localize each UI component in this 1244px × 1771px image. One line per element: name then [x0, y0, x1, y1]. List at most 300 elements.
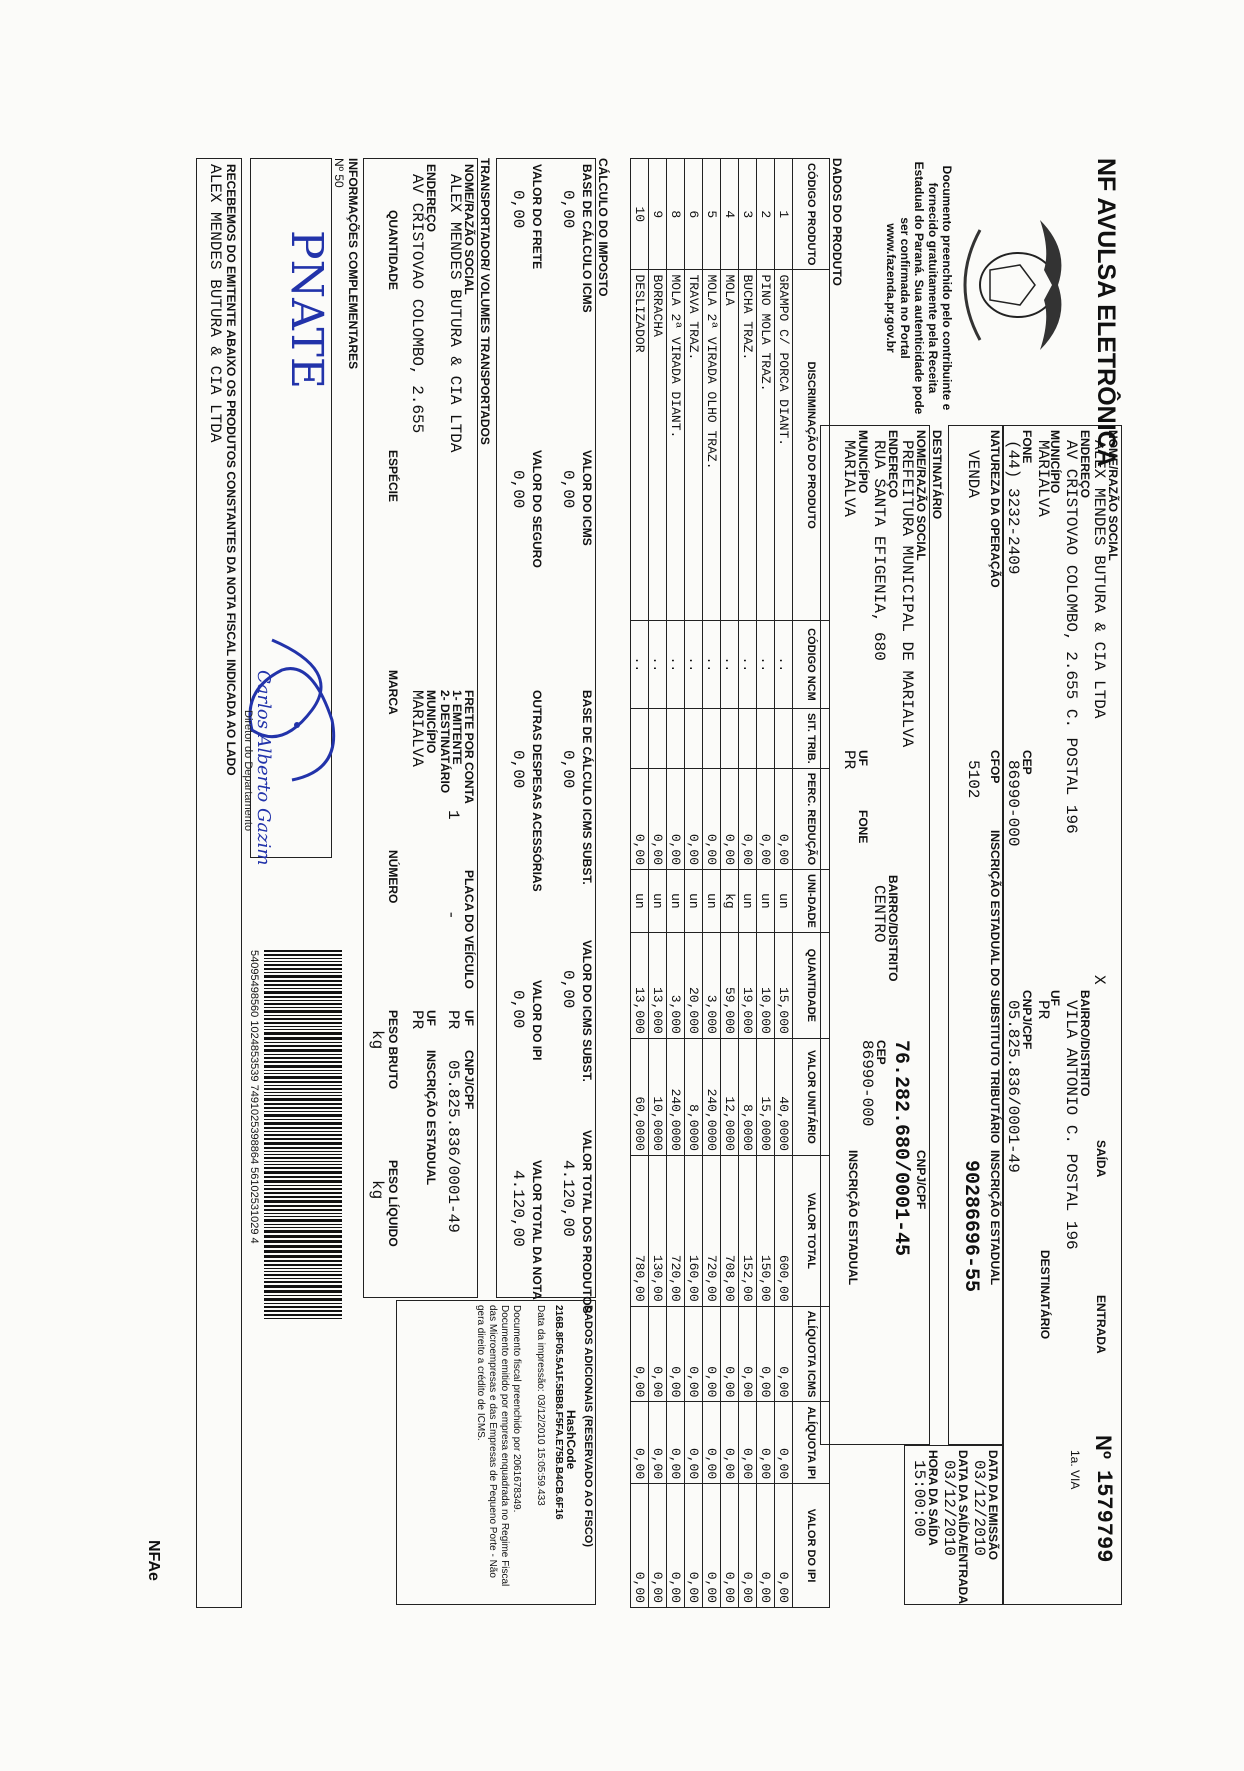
- transp-frete-opt2: 2- DESTINATÁRIO: [438, 690, 452, 794]
- table-cell: 0,00: [775, 1484, 793, 1608]
- barcode-bar: [264, 996, 342, 998]
- barcode-bar: [264, 1298, 342, 1301]
- emitente-fone-label: FONE: [1020, 430, 1034, 464]
- barcode-bar: [264, 1037, 342, 1040]
- col-valor-ipi: VALOR DO IPI: [793, 1484, 830, 1608]
- barcode-bar: [264, 1271, 342, 1272]
- table-cell: 0,00: [721, 768, 739, 869]
- transp-peso-liquido: kg: [368, 1180, 386, 1200]
- barcode-bar: [264, 1061, 342, 1063]
- table-cell: ..: [775, 620, 793, 708]
- barcode-bar: [264, 1057, 342, 1059]
- table-cell: [649, 709, 667, 769]
- saida-label: SAÍDA: [1094, 1140, 1108, 1178]
- outras-label: OUTRAS DESPESAS ACESSÓRIAS: [530, 690, 544, 892]
- emitente-municipio-label: MUNICÍPIO: [1048, 430, 1062, 494]
- transp-ie-label: INSCRIÇÃO ESTADUAL: [424, 1050, 438, 1186]
- table-cell: 0,00: [721, 1402, 739, 1484]
- barcode-bar: [264, 1255, 342, 1258]
- barcode-bar: [264, 1081, 342, 1083]
- table-cell: 600,00: [775, 1155, 793, 1306]
- barcode-bar: [264, 1290, 342, 1293]
- table-cell: 0,00: [667, 1484, 685, 1608]
- table-cell: 0,00: [721, 1306, 739, 1402]
- table-cell: 15,0000: [757, 1038, 775, 1155]
- barcode-bar: [264, 1171, 342, 1174]
- dest-endereco: RUA SANTA EFIGENIA, 680: [870, 440, 888, 661]
- barcode-bar: [264, 1185, 342, 1186]
- table-cell: 0,00: [739, 1402, 757, 1484]
- table-cell: ..: [685, 620, 703, 708]
- transp-placa-label: PLACA DO VEÍCULO: [462, 870, 476, 989]
- barcode-bar: [264, 1281, 342, 1283]
- dest-nome-label: NOME/RAZÃO SOCIAL: [914, 430, 928, 561]
- emitente-nome: ALEX MENDES BUTURA & CIA LTDA: [1090, 440, 1108, 719]
- produtos-table: [630, 158, 830, 1608]
- table-cell: TRAVA TRAZ.: [685, 270, 703, 620]
- base-icms-label: BASE DE CÁLCULO ICMS: [580, 164, 594, 313]
- table-cell: 0,00: [757, 768, 775, 869]
- table-cell: 8,0000: [739, 1038, 757, 1155]
- total-nota-label: VALOR TOTAL DA NOTA: [530, 1160, 544, 1300]
- barcode-bar: [264, 980, 342, 982]
- table-cell: ..: [703, 620, 721, 708]
- table-cell: 2: [757, 159, 775, 270]
- barcode-bar: [264, 1164, 342, 1165]
- barcode-bar: [264, 1240, 342, 1243]
- entrada-label: ENTRADA: [1094, 1295, 1108, 1354]
- table-row: [739, 159, 757, 1608]
- col-ncm: CÓDIGO NCM: [793, 620, 830, 708]
- table-cell: 0,00: [631, 1306, 649, 1402]
- barcode-bar: [264, 1015, 342, 1016]
- table-cell: 8: [667, 159, 685, 270]
- transp-peso-bruto-label: PESO BRUTO: [386, 1010, 400, 1090]
- dest-cnpj: 76.282.680/0001-45: [889, 1040, 912, 1257]
- barcode-bar: [264, 1192, 342, 1194]
- transp-cnpj: 05.825.836/0001-49: [444, 1060, 462, 1233]
- emitente-cnpj: 05.825.836/0001-49: [1004, 1000, 1022, 1173]
- barcode-bar: [264, 1264, 342, 1266]
- barcode-bar: [264, 968, 342, 970]
- table-cell: [775, 709, 793, 769]
- saida-entrada-label: DATA DA SAÍDA/ENTRADA: [956, 1450, 970, 1604]
- dest-endereco-label: ENDEREÇO: [886, 430, 900, 499]
- table-cell: 0,00: [685, 1484, 703, 1608]
- barcode-bar: [264, 1209, 342, 1211]
- table-cell: 0,00: [739, 768, 757, 869]
- transp-especie-label: ESPÉCIE: [386, 450, 400, 503]
- imposto-section: CÁLCULO DO IMPOSTO: [596, 158, 610, 297]
- barcode-bar: [264, 1138, 342, 1140]
- emitente-uf: PR: [1034, 1000, 1052, 1020]
- barcode-bar: [264, 1000, 342, 1001]
- dest-bairro-label: BAIRRO/DISTRITO: [886, 875, 900, 982]
- table-cell: 0,00: [757, 1306, 775, 1402]
- barcode-bar: [264, 1098, 342, 1101]
- table-cell: 0,00: [703, 1402, 721, 1484]
- emitente-endereco: AV CRISTOVAO COLOMBO, 2.655 C. POSTAL 196: [1062, 440, 1080, 834]
- portal-notice: Documento preenchido pelo contribuinte e fornecido gratuitamente pela Receita Estadual do Paraná. Sua autenticidade pode ser confirmada no Portal www.fazenda.pr.gov.br: [884, 161, 954, 415]
- barcode-bar: [264, 1285, 342, 1288]
- dest-fone-label: FONE: [856, 810, 870, 844]
- frete: 0,00: [509, 190, 527, 229]
- transp-cnpj-label: CNPJ/CPF: [462, 1050, 476, 1110]
- barcode-bar: [264, 1250, 342, 1253]
- frete-label: VALOR DO FRETE: [530, 164, 544, 270]
- compl-section: INFORMAÇÕES COMPLEMENTARES: [346, 158, 360, 370]
- ie-subst-label: INSCRIÇÃO ESTADUAL DO SUBSTITUTO TRIBUTÁRIO: [988, 830, 1002, 1144]
- emitente-cep-label: CEP: [1020, 750, 1034, 775]
- barcode-bar: [264, 1230, 342, 1233]
- table-cell: 720,00: [667, 1155, 685, 1306]
- valor-icms-label: VALOR DO ICMS: [580, 450, 594, 546]
- barcode-bar: [264, 988, 342, 989]
- regime-text: Documento emitido por empresa enquadrada no Regime Fiscal das Microempresas e das Empresas de Pequeno Porte - Não gera direito a crédito de ICMS.: [475, 1305, 510, 1587]
- table-row: [775, 159, 793, 1608]
- table-cell: 0,00: [685, 1306, 703, 1402]
- seguro: 0,00: [509, 470, 527, 509]
- ie-value: 90286696-55: [959, 1160, 982, 1293]
- barcode-bar: [264, 975, 342, 978]
- table-cell: 0,00: [649, 1306, 667, 1402]
- natureza: VENDA: [964, 450, 982, 499]
- table-cell: 0,00: [685, 768, 703, 869]
- table-row: [685, 159, 703, 1608]
- emitente-uf-label: UF: [1048, 990, 1062, 1006]
- table-cell: 0,00: [739, 1484, 757, 1608]
- barcode-bar: [264, 1122, 342, 1125]
- barcode-bar: [264, 1065, 342, 1068]
- table-cell: kg: [721, 870, 739, 933]
- table-cell: 0,00: [685, 1402, 703, 1484]
- table-cell: un: [703, 870, 721, 933]
- table-cell: 0,00: [667, 768, 685, 869]
- table-cell: ..: [757, 620, 775, 708]
- table-cell: 13,000: [631, 932, 649, 1038]
- seguro-label: VALOR DO SEGURO: [530, 450, 544, 568]
- transp-uf: PR: [444, 1010, 462, 1030]
- barcode-bar: [264, 1245, 342, 1248]
- emitente-bairro: VILA ANTONIO C. POSTAL 196: [1062, 1000, 1080, 1250]
- table-cell: 240,0000: [703, 1038, 721, 1155]
- table-row: [721, 159, 739, 1608]
- transp-quantidade-label: QUANTIDADE: [386, 210, 400, 290]
- barcode-bar: [264, 964, 342, 966]
- table-cell: un: [685, 870, 703, 933]
- barcode-bar: [264, 1180, 342, 1183]
- col-aliquota-icms: ALÍQUOTA ICMS: [793, 1306, 830, 1402]
- table-cell: 40,0000: [775, 1038, 793, 1155]
- barcode-bar: [264, 1196, 342, 1198]
- barcode-bar: [264, 1295, 342, 1296]
- table-cell: MOLA 2ª VIRADA OLHO TRAZ.: [703, 270, 721, 620]
- dest-ie-label: INSCRIÇÃO ESTADUAL: [846, 1150, 860, 1286]
- barcode-bar: [264, 1260, 342, 1262]
- table-cell: 0,00: [703, 768, 721, 869]
- barcode-bar: [264, 1022, 342, 1024]
- barcode-bar: [264, 1029, 342, 1030]
- barcode-bar: [264, 1303, 342, 1304]
- col-discriminacao: DISCRIMINAÇÃO DO PRODUTO: [793, 270, 830, 620]
- table-cell: [739, 709, 757, 769]
- produtos-section: DADOS DO PRODUTO: [830, 158, 844, 286]
- doc-title: NF AVULSA ELETRÔNICA: [1092, 158, 1120, 467]
- handwritten-note: PNATE: [281, 230, 332, 389]
- adicionais-section: DADOS ADICIONAIS (RESERVADO AO FISCO): [582, 1305, 594, 1548]
- table-cell: un: [757, 870, 775, 933]
- table-cell: PINO MOLA TRAZ.: [757, 270, 775, 620]
- barcode-bar: [264, 1310, 342, 1312]
- table-cell: MOLA: [721, 270, 739, 620]
- barcode-bar: [264, 1200, 342, 1203]
- total-prod: 4.120,00: [559, 1160, 577, 1237]
- transp-municipio-label: MUNICÍPIO: [424, 690, 438, 754]
- table-cell: BUCHA TRAZ.: [739, 270, 757, 620]
- barcode-bar: [264, 1107, 342, 1109]
- produtos-rows: [631, 159, 793, 1608]
- transp-nome: ALEX MENDES BUTURA & CIA LTDA: [446, 174, 464, 453]
- table-cell: 10: [631, 159, 649, 270]
- table-cell: 9: [649, 159, 667, 270]
- emitente-cnpj-label: CNPJ/CPF: [1020, 990, 1034, 1050]
- barcode-bar: [264, 1224, 342, 1225]
- table-cell: 15,000: [775, 932, 793, 1038]
- emitente-fone: (44) 3232-2409: [1004, 440, 1022, 575]
- table-cell: 160,00: [685, 1155, 703, 1306]
- base-subst-label: BASE DE CÁLCULO ICMS SUBST.: [580, 690, 594, 885]
- transp-peso-liquido-label: PESO LÍQUIDO: [386, 1160, 400, 1247]
- total-nota: 4.120,00: [509, 1170, 527, 1247]
- barcode-bar: [264, 961, 342, 962]
- table-cell: 19,000: [739, 932, 757, 1038]
- stamp-line: Diretor do Departamento: [242, 710, 254, 832]
- total-prod-label: VALOR TOTAL DOS PRODUTOS: [580, 1130, 594, 1314]
- table-cell: MOLA 2ª VIRADA DIANT.: [667, 270, 685, 620]
- table-cell: 0,00: [631, 768, 649, 869]
- table-cell: [757, 709, 775, 769]
- base-icms: 0,00: [559, 190, 577, 229]
- table-cell: un: [667, 870, 685, 933]
- table-cell: 0,00: [631, 1402, 649, 1484]
- doc-fiscal: Documento fiscal preenchido por 2061678349.: [511, 1305, 522, 1513]
- table-cell: 10,0000: [649, 1038, 667, 1155]
- col-valor-total: VALOR TOTAL: [793, 1155, 830, 1306]
- table-cell: 708,00: [721, 1155, 739, 1306]
- table-row: [757, 159, 775, 1608]
- barcode-bar: [264, 1111, 342, 1112]
- transp-numero-label: NÚMERO: [386, 850, 400, 904]
- barcode-bar: [264, 984, 342, 986]
- table-cell: 0,00: [739, 1306, 757, 1402]
- table-row: [649, 159, 667, 1608]
- barcode-bar: [264, 1003, 342, 1005]
- barcode-bar: [264, 1314, 342, 1316]
- table-cell: 59,000: [721, 932, 739, 1038]
- barcode-bar: [264, 1045, 342, 1047]
- table-cell: 60,0000: [631, 1038, 649, 1155]
- transp-endereco: AV CRISTOVAO COLOMBO, 2.655: [408, 174, 426, 434]
- table-cell: 0,00: [631, 1484, 649, 1608]
- ie-label: INSCRIÇÃO ESTADUAL: [988, 1150, 1002, 1286]
- transp-section: TRANSPORTADOR/ VOLUMES TRANSPORTADOS: [478, 158, 492, 445]
- emitente-cep: 86990-000: [1004, 760, 1022, 847]
- table-cell: [631, 709, 649, 769]
- nf-number-label: Nº: [1091, 1435, 1116, 1459]
- table-cell: un: [739, 870, 757, 933]
- signature-name: Carlos Alberto Gazim: [253, 670, 274, 866]
- barcode-bar: [264, 1134, 342, 1136]
- dest-uf: PR: [840, 750, 858, 770]
- table-cell: ..: [649, 620, 667, 708]
- barcode-bar: [264, 1119, 342, 1120]
- table-cell: un: [775, 870, 793, 933]
- table-cell: 13,000: [649, 932, 667, 1038]
- hora-label: HORA DA SAÍDA: [926, 1450, 940, 1546]
- ipi-label: VALOR DO IPI: [530, 980, 544, 1061]
- barcode-bar: [264, 1073, 342, 1074]
- barcode-bar: [264, 958, 342, 959]
- table-cell: 720,00: [703, 1155, 721, 1306]
- barcode-bar: [264, 1103, 342, 1105]
- table-cell: 0,00: [775, 1402, 793, 1484]
- barcode-bar: [264, 1114, 342, 1117]
- barcode-bar: [264, 1318, 342, 1319]
- recibo-label: RECEBEMOS DO EMITENTE ABAIXO OS PRODUTOS CONSTANTES DA NOTA FISCAL INDICADA AO LADO: [224, 164, 238, 776]
- barcode-bar: [264, 1274, 342, 1276]
- barcode-bar: [264, 1278, 342, 1279]
- table-row: [631, 159, 649, 1608]
- dest-uf-label: UF: [856, 750, 870, 766]
- table-cell: un: [649, 870, 667, 933]
- barcode-bar: [264, 1235, 342, 1238]
- col-sit-trib: SIT. TRIB.: [793, 709, 830, 769]
- footer-tag: NFAe: [145, 1540, 162, 1581]
- table-cell: ..: [721, 620, 739, 708]
- table-cell: 0,00: [649, 1402, 667, 1484]
- saida-entrada: 03/12/2010: [940, 1460, 958, 1557]
- transp-peso-bruto: kg: [368, 1030, 386, 1050]
- dest-nome: PREFEITURA MUNICIPAL DE MARIALVA: [898, 440, 916, 748]
- barcode-bar: [264, 1026, 342, 1027]
- table-cell: 240,0000: [667, 1038, 685, 1155]
- table-cell: 3: [739, 159, 757, 270]
- barcode-bar: [264, 1076, 342, 1079]
- barcode-bar: [264, 1227, 342, 1228]
- transp-placa: -: [442, 910, 460, 920]
- barcode-bar: [264, 1176, 342, 1178]
- table-cell: 3,000: [667, 932, 685, 1038]
- barcode-bar: [264, 954, 342, 956]
- transp-frete-label: FRETE POR CONTA: [462, 690, 476, 804]
- col-codigo: CÓDIGO PRODUTO: [793, 159, 830, 270]
- nf-number: 1579799: [1091, 1470, 1116, 1563]
- barcode-bar: [264, 1268, 342, 1269]
- table-cell: 8,0000: [685, 1038, 703, 1155]
- destinatario-section: DESTINATÁRIO: [930, 430, 944, 520]
- recibo-emitente: ALEX MENDES BUTURA & CIA LTDA: [206, 164, 224, 443]
- table-cell: BORRACHA: [649, 270, 667, 620]
- table-cell: 150,00: [757, 1155, 775, 1306]
- barcode-bar: [264, 1142, 342, 1145]
- valor-icms: 0,00: [559, 470, 577, 509]
- col-perc-reducao: PERC. REDUÇÃO: [793, 768, 830, 869]
- table-cell: 0,00: [667, 1402, 685, 1484]
- barcode-bar: [264, 1095, 342, 1096]
- table-cell: 12,0000: [721, 1038, 739, 1155]
- table-cell: 0,00: [757, 1484, 775, 1608]
- transp-uf2: PR: [408, 1010, 426, 1030]
- barcode-bar: [264, 1205, 342, 1207]
- transp-uf2-label: UF: [424, 1010, 438, 1026]
- barcode-bar: [264, 1088, 342, 1090]
- table-cell: un: [631, 870, 649, 933]
- table-cell: 0,00: [649, 768, 667, 869]
- ipi: 0,00: [509, 990, 527, 1029]
- barcode-bar: [264, 991, 342, 994]
- dest-cep-label: CEP: [874, 1040, 888, 1065]
- barcode-bar: [264, 1213, 342, 1214]
- transp-nome-label: NOME/RAZÃO SOCIAL: [462, 164, 476, 295]
- barcode-bar: [264, 1131, 342, 1132]
- barcode-bar: [264, 1092, 342, 1093]
- transp-municipio: MARIALVA: [408, 690, 426, 767]
- table-cell: 0,00: [703, 1484, 721, 1608]
- col-quantidade: QUANTIDADE: [793, 932, 830, 1038]
- table-cell: 0,00: [703, 1306, 721, 1402]
- hashcode-label: HashCode: [564, 1410, 578, 1470]
- emissao: 03/12/2010: [970, 1460, 988, 1557]
- barcode-bar: [264, 1007, 342, 1008]
- table-cell: 4: [721, 159, 739, 270]
- emitente-bairro-label: BAIRRO/DISTRITO: [1078, 990, 1092, 1097]
- transp-marca-label: MARCA: [386, 670, 400, 715]
- table-cell: GRAMPO C/ PORCA DIANT.: [775, 270, 793, 620]
- emitente-municipio: MARIALVA: [1034, 440, 1052, 517]
- transp-frete-val: 1: [444, 810, 462, 820]
- saida-mark: X: [1090, 975, 1108, 985]
- table-row: [703, 159, 721, 1608]
- valor-subst: 0,00: [559, 970, 577, 1009]
- table-cell: 0,00: [649, 1484, 667, 1608]
- data-impressao: Data da impressão: 03/12/2010 15:05:59.433: [535, 1305, 546, 1506]
- col-valor-unitario: VALOR UNITÁRIO: [793, 1038, 830, 1155]
- emitente-nome-label: NOME/RAZÃO SOCIAL: [1106, 430, 1120, 561]
- nota-fiscal: [112, 150, 1122, 1640]
- barcode-bar: [264, 1306, 342, 1308]
- table-cell: [685, 709, 703, 769]
- barcode-bar: [264, 1042, 342, 1043]
- dest-cep: 86990-000: [858, 1040, 876, 1127]
- table-cell: 3,000: [703, 932, 721, 1038]
- table-cell: 0,00: [775, 768, 793, 869]
- table-cell: DESLIZADOR: [631, 270, 649, 620]
- barcode-bar: [264, 1147, 342, 1149]
- natureza-label: NATUREZA DA OPERAÇÃO: [988, 430, 1002, 588]
- table-cell: ..: [667, 620, 685, 708]
- barcode-bar: [264, 1127, 342, 1129]
- table-cell: 0,00: [775, 1306, 793, 1402]
- barcode-bar: [264, 1188, 342, 1190]
- table-cell: ..: [739, 620, 757, 708]
- table-cell: 780,00: [631, 1155, 649, 1306]
- barcode-bar: [264, 1219, 342, 1222]
- dest-bairro: CENTRO: [870, 885, 888, 943]
- barcode-bar: [264, 1049, 342, 1052]
- table-cell: 0,00: [721, 1484, 739, 1608]
- table-cell: 152,00: [739, 1155, 757, 1306]
- table-cell: [703, 709, 721, 769]
